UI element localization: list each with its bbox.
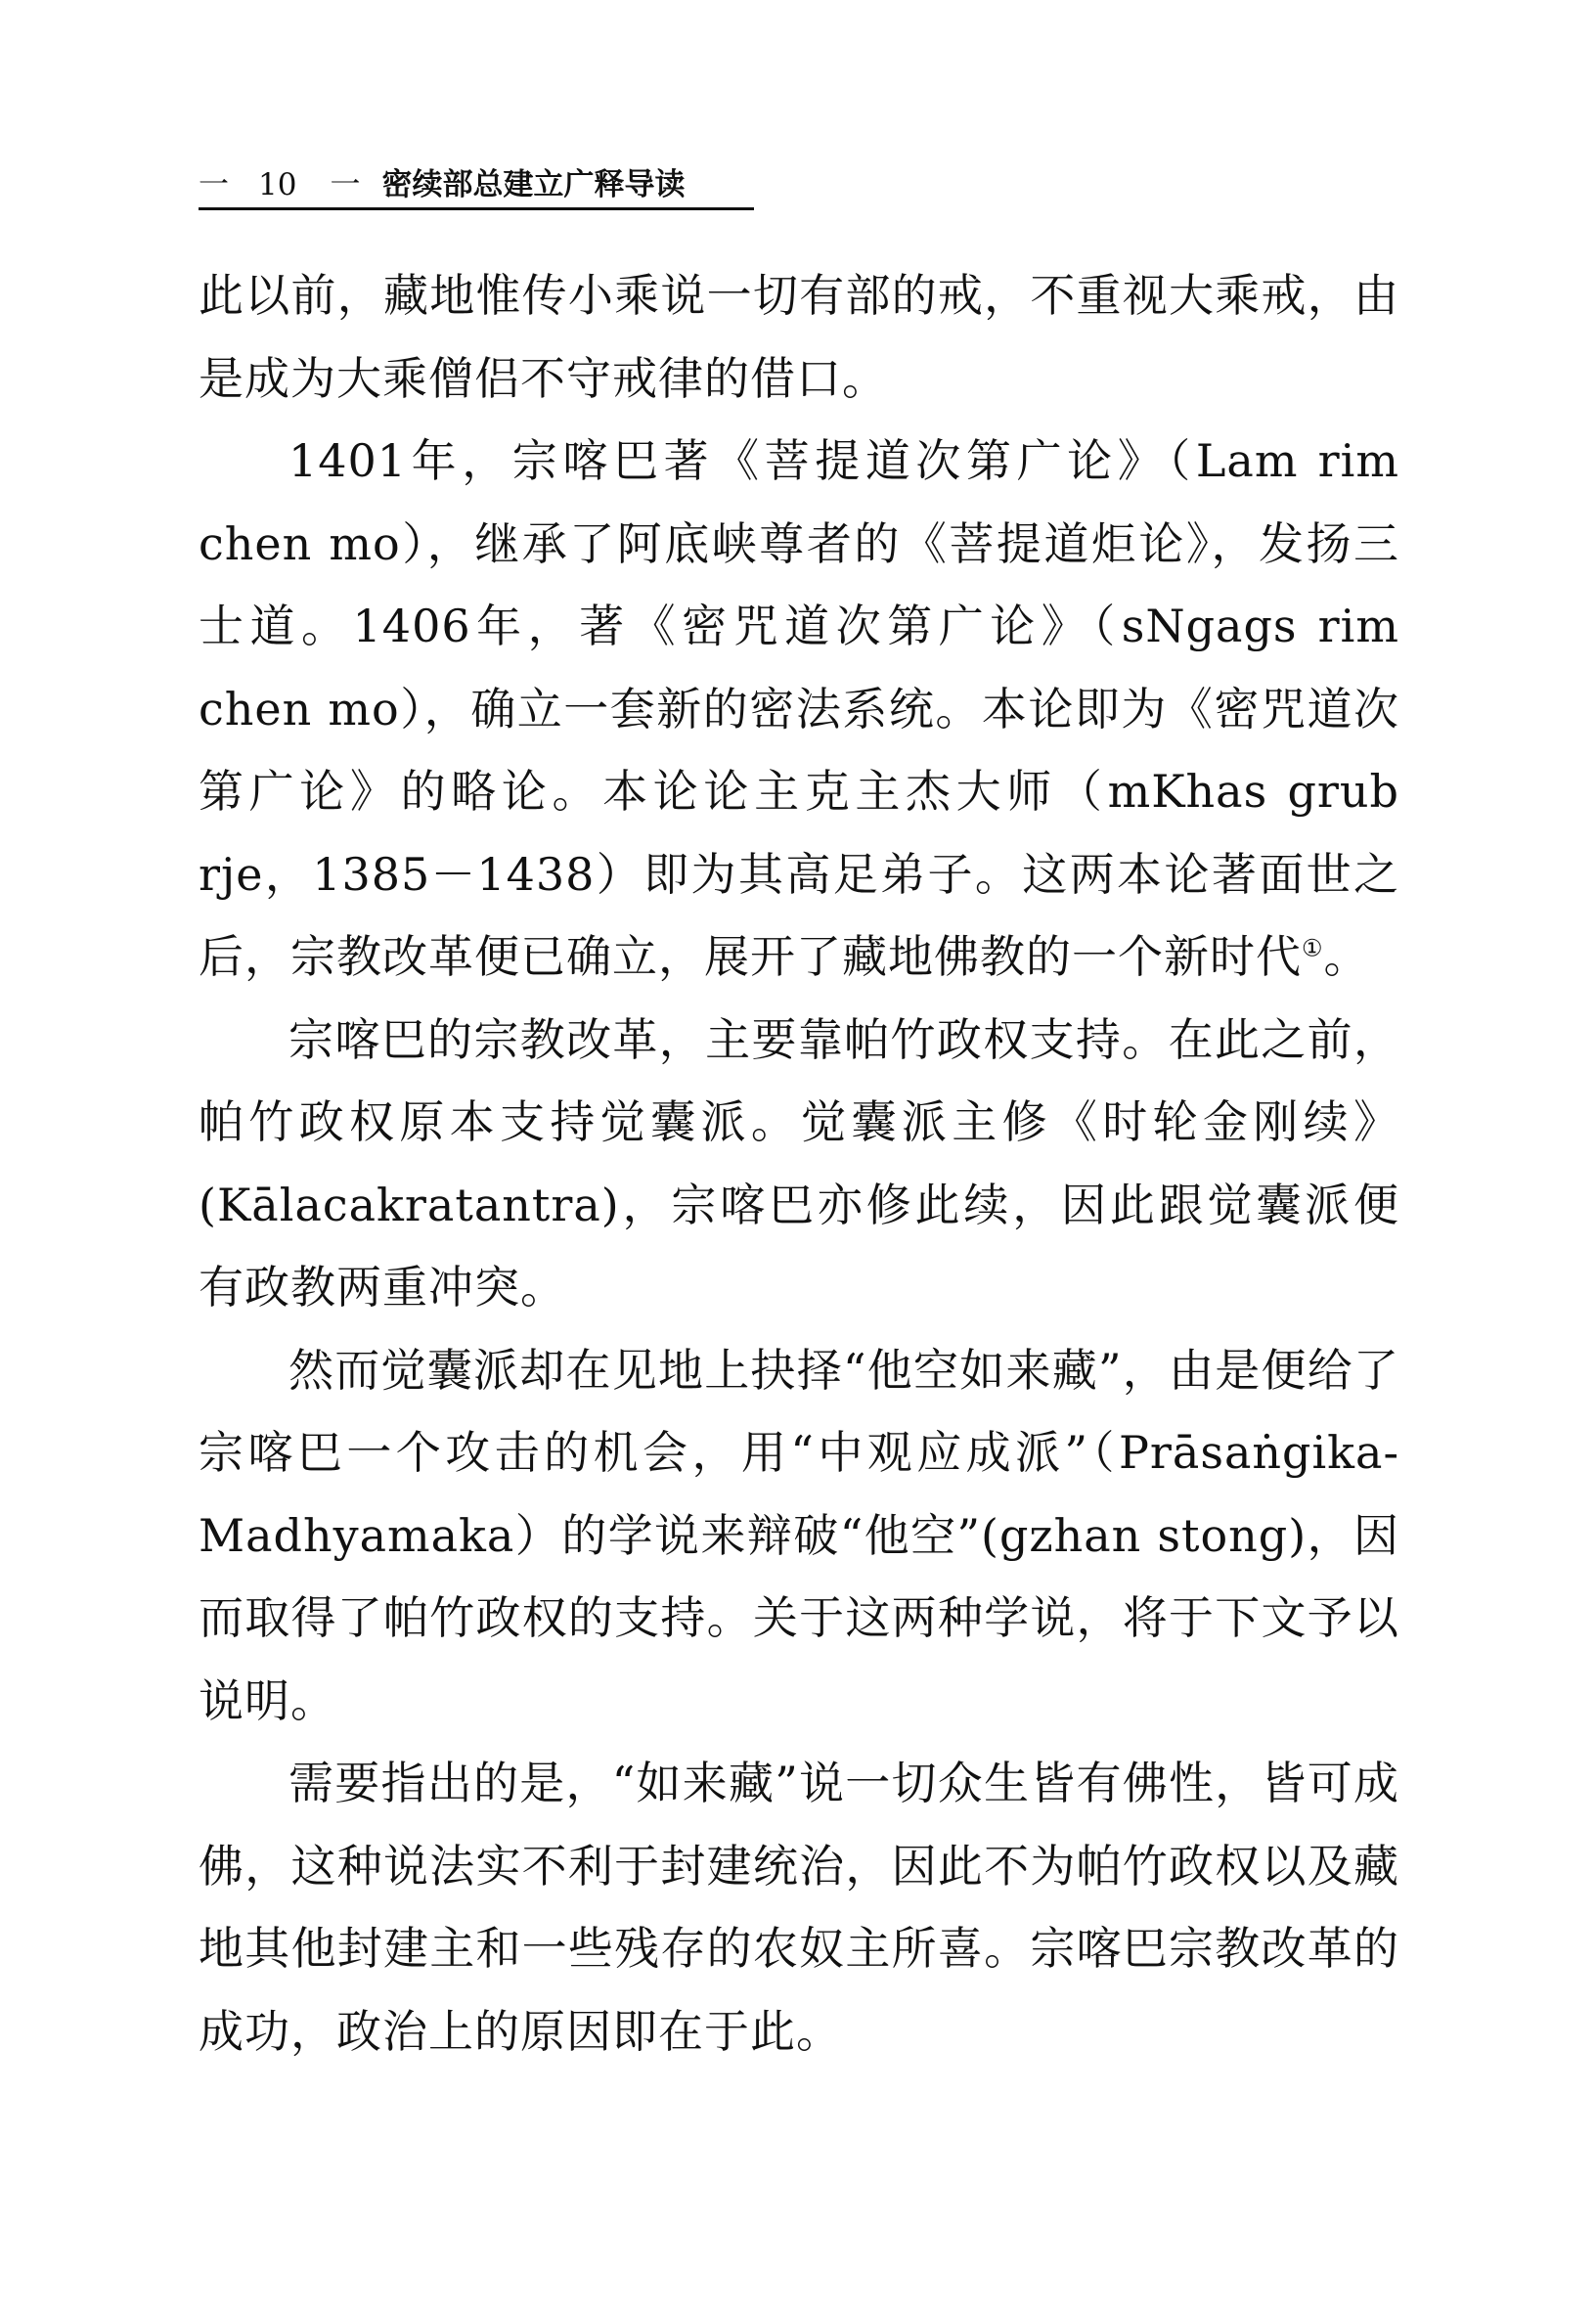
paragraph-text: 1401年，宗喀巴著《菩提道次第广论》（Lam rim chen mo），继承了阿底峡尊者的《菩提道炬论》，发扬三士道。1406年，著《密咒道次第广论》（sNgags rim chen mo），确立一套新的密法系统。本论即为《密咒道次第广论》的略论。本论论主克主杰大师（mKhas grub rje，1385－1438）即为其高足弟子。这两本论著面世之后，宗教改革便已确立，展开了藏地佛教的一个新时代 <box>199 434 1399 983</box>
book-title: 密续部总建立广释导读 <box>381 167 686 202</box>
paragraph-tail: 。 <box>1323 930 1370 983</box>
paragraph-tathagatagarbha <box>199 1742 1399 2072</box>
header-dash-right: 一 <box>330 167 361 202</box>
running-header <box>199 162 754 210</box>
paragraph-zhentong <box>199 1329 1399 1743</box>
page-body <box>199 254 1399 2072</box>
paragraph-text: 此以前，藏地惟传小乘说一切有部的戒，不重视大乘戒，由是成为大乘僧侣不守戒律的借口。 <box>199 269 1399 405</box>
paragraph-continuation <box>199 254 1399 420</box>
footnote-marker[interactable]: ① <box>1302 934 1324 962</box>
header-dash-left: 一 <box>199 167 229 202</box>
paragraph-text: 宗喀巴的宗教改革，主要靠帕竹政权支持。在此之前，帕竹政权原本支持觉囊派。觉囊派主修《时轮金刚续》(Kālacakratantra)，宗喀巴亦修此续，因此跟觉囊派便有政教两重冲突。 <box>199 1012 1399 1314</box>
page-number: 10 <box>258 167 297 202</box>
paragraph-text: 需要指出的是，“如来藏”说一切众生皆有佛性，皆可成佛，这种说法实不利于封建统治，因此不为帕竹政权以及藏地其他封建主和一些残存的农奴主所喜。宗喀巴宗教改革的成功，政治上的原因即在于此。 <box>199 1757 1399 2058</box>
paragraph-lamrim <box>199 420 1399 999</box>
paragraph-text: 然而觉囊派却在见地上抉择“他空如来藏”，由是便给了宗喀巴一个攻击的机会，用“中观应成派”（Prāsaṅgika-Madhyamaka）的学说来辩破“他空”(gzhan stong)，因而取得了帕竹政权的支持。关于这两种学说，将于下文予以说明。 <box>199 1343 1399 1727</box>
paragraph-phagmodrupa <box>199 999 1399 1329</box>
